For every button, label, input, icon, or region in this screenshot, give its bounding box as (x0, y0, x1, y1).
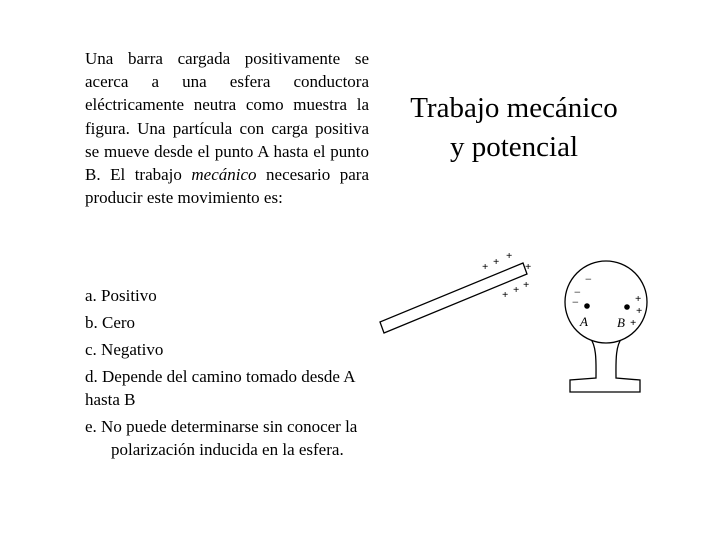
rod-charge: + (506, 250, 513, 262)
positive-charge: + (635, 293, 642, 305)
answer-options (85, 284, 385, 465)
option-e: e. No puede determinarse sin conocer la polarización inducida en la esfera. (85, 417, 358, 459)
negative-charge: − (585, 272, 592, 286)
question-part-1: Una barra cargada positivamente se acerca a una esfera conductora eléctricamente neutra como muestra la figura. Una partícula con carga positiva se mueve desde el punto A hasta el punto B. El trabajo (85, 49, 369, 185)
negative-charge: − (574, 285, 581, 299)
positive-charge: + (636, 305, 643, 317)
rod-charge: + (523, 279, 530, 291)
question-emphasis: mecánico (191, 165, 257, 185)
positive-charge: + (630, 317, 637, 329)
question-part-2: necesario para producir este movimiento es: (85, 165, 369, 208)
sphere-stand (570, 338, 640, 392)
option-a: a. Positivo (85, 286, 157, 305)
rod-and-sphere-figure (372, 246, 662, 406)
title-line-2: y potencial (449, 131, 579, 163)
option-d: d. Depende del camino tomado desde A hasta B (85, 367, 355, 409)
rod-charge: + (482, 261, 489, 273)
rod-charge: + (525, 261, 532, 273)
point-a-label: A (580, 314, 588, 329)
option-b: b. Cero (85, 313, 136, 332)
rod-charge: + (513, 284, 520, 296)
negative-charge: − (572, 295, 579, 309)
option-c: c. Negativo (85, 340, 164, 359)
rod-charge: + (493, 256, 500, 268)
point-a-marker (584, 303, 590, 309)
point-b-label: B (617, 315, 625, 330)
point-b-marker (624, 304, 630, 310)
slide-title (396, 89, 632, 167)
title-line-1: Trabajo mecánico (410, 92, 618, 124)
rod-charge: + (502, 289, 509, 301)
question-text (85, 47, 369, 209)
